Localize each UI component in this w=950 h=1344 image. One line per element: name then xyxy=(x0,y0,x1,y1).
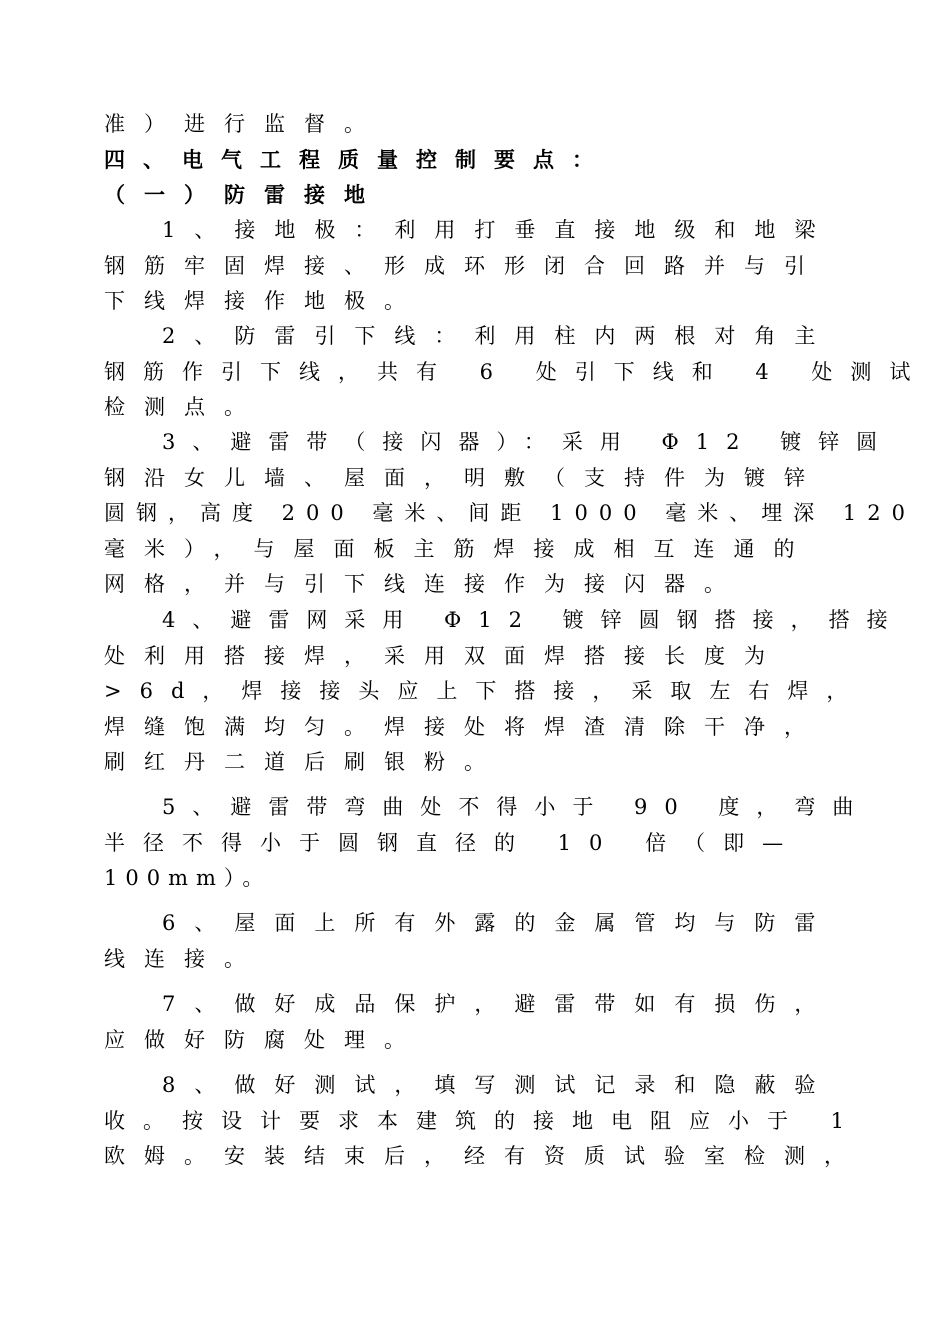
item-3-line-4: 毫米），与屋面板主筋焊接成相互连通的 xyxy=(104,537,814,561)
item-4-line-3: >6d，焊接接头应上下搭接，采取左右焊， xyxy=(104,679,866,703)
item-2-line-1: 2、防雷引下线：利用柱内两根对角主 xyxy=(162,324,835,348)
item-6-line-2: 线连接。 xyxy=(104,947,264,971)
item-1-line-3: 下线焊接作地极。 xyxy=(104,289,424,313)
item-4-line-1: 4、避雷网采用 Φ12 镀锌圆钢搭接，搭接 xyxy=(162,608,905,632)
item-2-line-3: 检测点。 xyxy=(104,395,264,419)
section-heading-electrical: 四、电气工程质量控制要点： xyxy=(104,147,611,172)
item-8-line-2: 收。按设计要求本建筑的接地电阻应小于 1 xyxy=(104,1109,863,1133)
item-8-line-1: 8、做好测试，填写测试记录和隐蔽验 xyxy=(162,1073,835,1097)
item-5-line-2: 半径不得小于圆钢直径的 10 倍（即— xyxy=(104,831,802,855)
item-3-line-2: 钢沿女儿墙、屋面，明敷（支持件为镀锌 xyxy=(104,466,824,490)
item-5-line-3: 100mm）。 xyxy=(104,866,272,890)
item-3-line-5: 网格，并与引下线连接作为接闪器。 xyxy=(104,572,744,596)
item-1-line-2: 钢筋牢固焊接、形成环形闭合回路并与引 xyxy=(104,254,824,278)
item-7-line-2: 应做好防腐处理。 xyxy=(104,1028,424,1052)
item-5-line-1: 5、避雷带弯曲处不得小于 90 度，弯曲 xyxy=(162,795,871,819)
item-4-line-4: 焊缝饱满均匀。焊接处将焊渣清除干净， xyxy=(104,715,824,739)
subsection-heading-lightning: （一）防雷接地 xyxy=(104,182,384,207)
item-8-line-3: 欧姆。安装结束后，经有资质试验室检测， xyxy=(104,1144,864,1168)
item-4-line-2: 处利用搭接焊，采用双面焊搭接长度为 xyxy=(104,644,784,668)
item-1-line-1: 1、接地极：利用打垂直接地级和地梁 xyxy=(162,218,835,242)
text-line-continuation: 准）进行监督。 xyxy=(104,112,384,136)
item-7-line-1: 7、做好成品保护，避雷带如有损伤， xyxy=(162,992,835,1016)
item-6-line-1: 6、屋面上所有外露的金属管均与防雷 xyxy=(162,911,835,935)
item-3-line-1: 3、避雷带（接闪器）：采用 Φ12 镀锌圆 xyxy=(162,430,895,454)
item-4-line-5: 刷红丹二道后刷银粉。 xyxy=(104,750,504,774)
item-3-line-3: 圆钢，高度 200 毫米、间距 1000 毫米、埋深 120 xyxy=(104,501,916,525)
item-2-line-2: 钢筋作引下线，共有 6 处引下线和 4 处测试 xyxy=(104,360,929,384)
